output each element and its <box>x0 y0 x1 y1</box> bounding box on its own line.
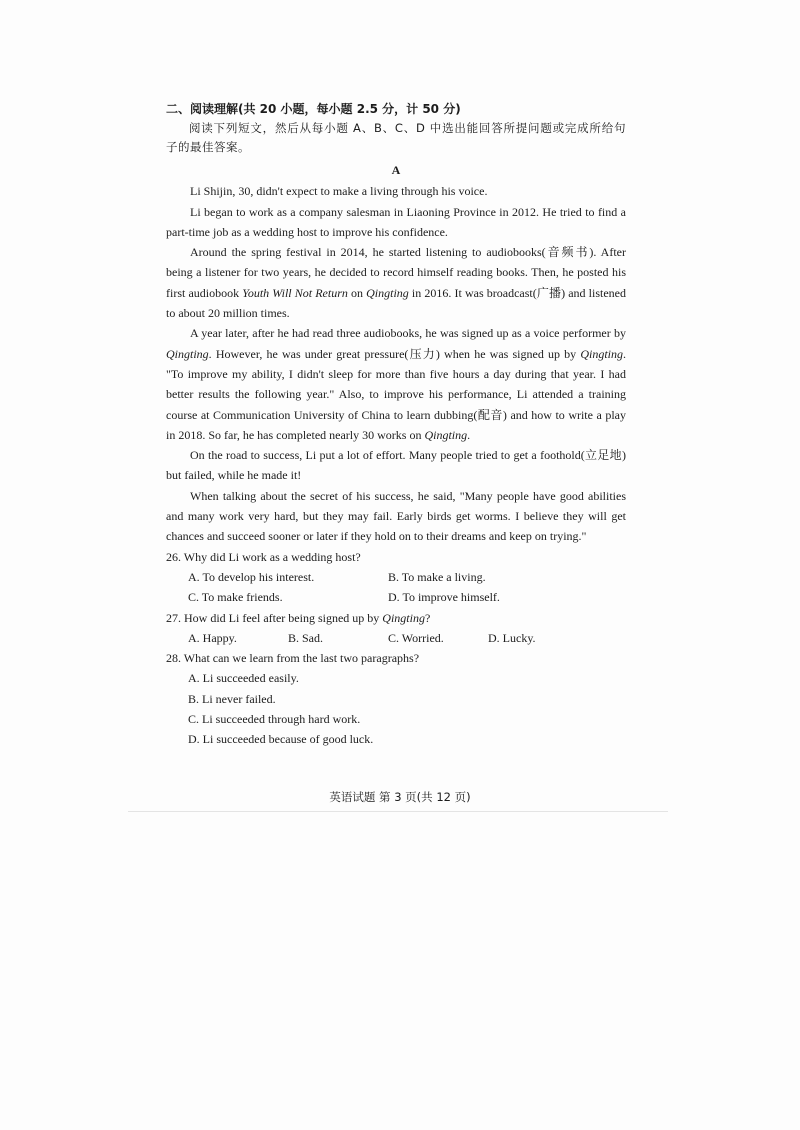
paragraph-text: on <box>347 285 367 300</box>
paragraph-text: in 2016. It was broadcast(广播) and listened to about 20 million times. <box>166 285 626 321</box>
option-b: B. Li never failed. <box>188 691 276 706</box>
question-text: ? <box>424 610 431 625</box>
passage-paragraph-2: Li began to work as a company salesman in Liaoning Province in 2012. He tried to find a part-time job as a wedding host to improve his confidence. <box>166 204 626 239</box>
question-26-options <box>166 567 626 608</box>
app-name: Qingting <box>580 346 623 361</box>
question-27 <box>166 608 626 628</box>
option-d: D. Li succeeded because of good luck. <box>188 732 374 747</box>
app-name: Qingting <box>366 285 409 300</box>
audiobook-title: Youth Will Not Return <box>242 285 348 300</box>
passage-paragraph-6: When talking about the secret of his success, he said, "Many people have good abilities and many work very hard, but they may fail. Early birds get worms. I believe they will get chances and succeed sooner or later if they hold on to their dreams and keep on trying." <box>166 488 626 544</box>
question-26 <box>166 547 626 567</box>
question-text: Why did Li work as a wedding host? <box>183 549 361 564</box>
option-c: C. Worried. <box>388 630 444 645</box>
paragraph-text: . "To improve my ability, I didn't sleep for more than five hours a day during that year. I had better results the following year." Also, to improve his performance, Li attended a training course at Communication University of China to learn dubbing(配音) and how to write a play in 2018. So far, he has completed nearly 30 works on <box>166 346 626 442</box>
option-c: C. To make friends. <box>188 590 283 605</box>
app-name: Qingting <box>166 346 209 361</box>
page-content <box>166 100 626 750</box>
question-number: 26. <box>166 549 181 564</box>
passage-paragraph-4 <box>166 323 626 445</box>
option-a: A. To develop his interest. <box>188 569 315 584</box>
passage-paragraph-5: On the road to success, Li put a lot of effort. Many people tried to get a foothold(立足地) but failed, while he made it! <box>166 448 626 483</box>
option-c: C. Li succeeded through hard work. <box>188 712 361 727</box>
question-28 <box>166 648 626 668</box>
question-text: What can we learn from the last two paragraphs? <box>183 651 420 666</box>
paragraph-text: A year later, after he had read three audiobooks, he was signed up as a voice performer by <box>190 326 626 341</box>
question-text: How did Li feel after being signed up by <box>184 610 383 625</box>
passage-paragraph-3 <box>166 242 626 323</box>
question-27-options <box>166 628 626 648</box>
paragraph-text: . <box>467 427 471 442</box>
option-b: B. Sad. <box>288 630 324 645</box>
section-instruction: 阅读下列短文，然后从每小题 A、B、C、D 中选出能回答所提问题或完成所给句子的最佳答案。 <box>166 121 626 154</box>
option-a: A. Happy. <box>188 630 237 645</box>
option-b: B. To make a living. <box>388 569 486 584</box>
question-number: 27. <box>166 610 181 625</box>
app-name: Qingting <box>424 427 468 442</box>
option-d: D. Lucky. <box>488 630 536 645</box>
option-d: D. To improve himself. <box>388 590 500 605</box>
question-28-options <box>166 668 626 749</box>
page-divider <box>128 811 668 812</box>
section-title: 二、阅读理解(共 20 小题，每小题 2.5 分，计 50 分) <box>166 102 461 116</box>
paragraph-text: . However, he was under great pressure(压力) when he was signed up by <box>208 346 581 361</box>
page-footer: 英语试题 第 3 页(共 12 页) <box>329 790 471 804</box>
paragraph-text: Around the spring festival in 2014, he started listening to audiobooks(音频书). After being a listener for two years, he decided to record himself reading books. Then, he posted his first audiobook <box>166 245 626 300</box>
question-number: 28. <box>166 651 181 666</box>
option-a: A. Li succeeded easily. <box>188 671 299 686</box>
app-name: Qingting <box>382 610 425 625</box>
passage-paragraph-1: Li Shijin, 30, didn't expect to make a living through his voice. <box>190 184 488 199</box>
passage-label: A <box>391 163 401 177</box>
